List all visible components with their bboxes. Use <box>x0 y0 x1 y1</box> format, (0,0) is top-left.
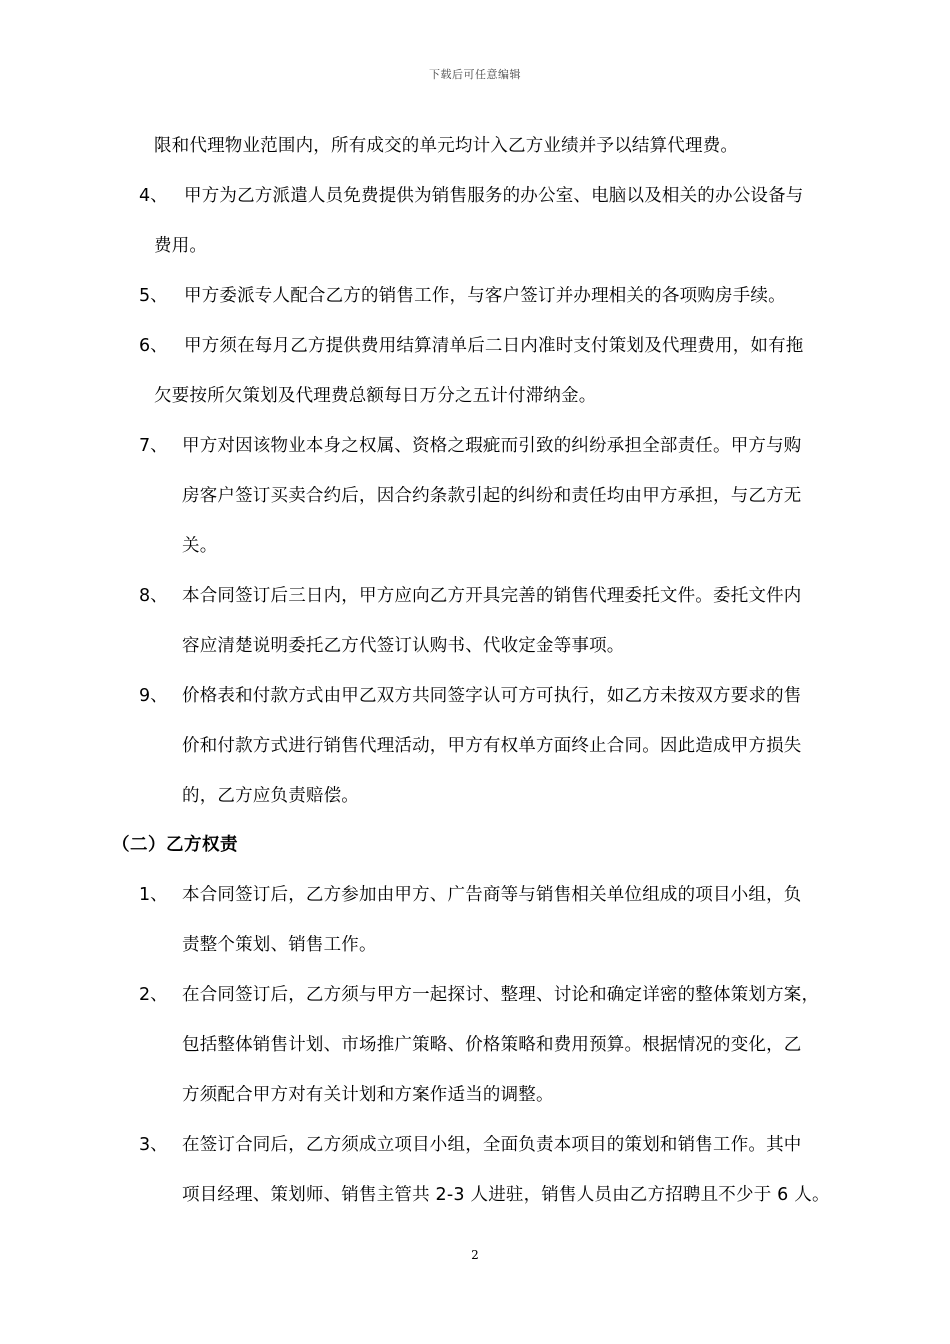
list-item-line: 甲方对因该物业本身之权属、资格之瑕疵而引致的纠纷承担全部责任。甲方与购 <box>182 436 802 456</box>
list-item-line: 在合同签订后，乙方须与甲方一起探讨、整理、讨论和确定详密的整体策划方案， <box>182 985 820 1005</box>
list-item-line: 甲方委派专人配合乙方的销售工作，与客户签订并办理相关的各项购房手续。 <box>184 286 786 306</box>
list-item-line: 包括整体销售计划、市场推广策略、价格策略和费用预算。根据情况的变化，乙 <box>182 1035 802 1055</box>
continuation-line: 限和代理物业范围内，所有成交的单元均计入乙方业绩并予以结算代理费。 <box>154 136 739 156</box>
list-number: 2、 <box>139 985 168 1005</box>
list-item-line: 容应清楚说明委托乙方代签订认购书、代收定金等事项。 <box>182 636 625 656</box>
list-item-line: 价格表和付款方式由甲乙双方共同签字认可方可执行，如乙方未按双方要求的售 <box>182 686 802 706</box>
list-item-line: 责整个策划、销售工作。 <box>182 935 377 955</box>
list-item-line: 在签订合同后，乙方须成立项目小组，全面负责本项目的策划和销售工作。其中 <box>182 1135 802 1155</box>
list-number: 9、 <box>139 686 168 706</box>
page-header: 下载后可任意编辑 <box>429 68 521 81</box>
list-item-line: 项目经理、策划师、销售主管共 2-3 人进驻，销售人员由乙方招聘且不少于 6 人。 <box>182 1185 830 1205</box>
list-item-line: 欠要按所欠策划及代理费总额每日万分之五计付滞纳金。 <box>154 386 597 406</box>
list-item-line: 本合同签订后三日内，甲方应向乙方开具完善的销售代理委托文件。委托文件内 <box>182 586 802 606</box>
list-item-line: 费用。 <box>154 236 208 256</box>
list-number: 6、 <box>139 336 168 356</box>
list-item-line: 本合同签订后，乙方参加由甲方、广告商等与销售相关单位组成的项目小组，负 <box>182 885 802 905</box>
page-number: 2 <box>471 1248 479 1262</box>
list-number: 7、 <box>139 436 168 456</box>
list-item-line: 甲方须在每月乙方提供费用结算清单后二日内准时支付策划及代理费用，如有拖 <box>184 336 804 356</box>
list-number: 8、 <box>139 586 168 606</box>
list-item-line: 的，乙方应负责赔偿。 <box>182 786 359 806</box>
list-item-line: 关。 <box>182 536 218 556</box>
list-number: 3、 <box>139 1135 168 1155</box>
list-number: 1、 <box>139 885 168 905</box>
list-number: 4、 <box>139 186 168 206</box>
list-number: 5、 <box>139 286 168 306</box>
list-item-line: 价和付款方式进行销售代理活动，甲方有权单方面终止合同。因此造成甲方损失 <box>182 736 802 756</box>
section-heading: （二）乙方权责 <box>112 835 238 855</box>
list-item-line: 房客户签订买卖合约后，因合约条款引起的纠纷和责任均由甲方承担，与乙方无 <box>182 486 802 506</box>
list-item-line: 方须配合甲方对有关计划和方案作适当的调整。 <box>182 1085 554 1105</box>
list-item-line: 甲方为乙方派遣人员免费提供为销售服务的办公室、电脑以及相关的办公设备与 <box>184 186 804 206</box>
